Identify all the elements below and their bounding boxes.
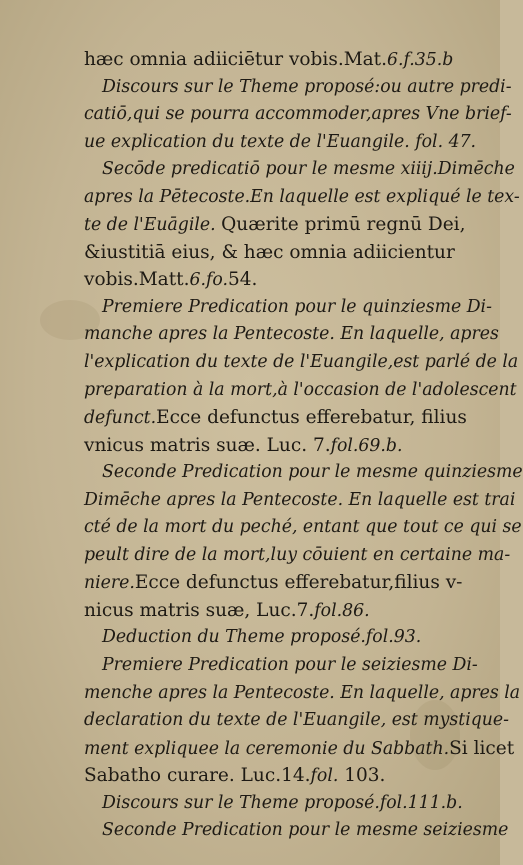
text-line [84,735,515,763]
text-line [84,101,512,129]
text-line [84,487,516,515]
text-line [84,542,511,570]
italic-text: peult dire de la mort,luy cōuient en certaine ma- [84,544,511,565]
text-line [84,514,522,542]
roman-text: vobis.Matt. [84,269,190,291]
text-line [84,46,480,74]
text-line [84,459,523,487]
text-line [84,321,499,349]
roman-text: Sabatho curare. Luc.14. [84,765,311,787]
italic-text: Seconde Predication pour le mesme quinziesme [102,462,523,483]
text-line [84,377,517,405]
italic-text: fol.86. [314,600,370,621]
text-line [84,680,521,708]
italic-text: defunct. [84,408,157,429]
text-line [84,790,480,818]
text-line [84,404,480,432]
text-line [84,762,480,790]
italic-text: Dimēche apres la Pentecoste. En laquelle est trai [84,489,516,510]
text-line [84,432,480,460]
italic-text: Seconde Predication pour le mesme seiziesme [102,820,509,841]
roman-text: Quærite primū regnū Dei, [221,214,466,236]
text-line [84,266,480,294]
italic-text: 6.f.35.b [386,50,454,70]
italic-text: fol.69.b. [330,435,403,456]
table-of-contents-text [84,46,523,845]
roman-text: vnicus matris suæ. Luc. 7. [84,434,331,456]
text-line [84,569,480,597]
roman-text: hæc omnia adiiciētur vobis.Mat. [84,49,387,70]
italic-text: catiō,qui se pourra accommoder,apres Vne brief- [84,104,512,125]
text-line [84,129,480,157]
text-line [84,652,480,680]
roman-text: Ecce defunctus efferebatur,filius v- [134,572,463,594]
text-line [84,74,512,102]
italic-text: Secōde predicatiō pour le mesme xiiij.Dimēche [102,159,515,180]
italic-text: manche apres la Pentecoste. En laquelle, apres [84,324,499,345]
text-line [84,817,509,845]
text-line [84,211,480,239]
text-line [84,184,520,212]
italic-text: niere. [84,573,135,594]
text-line [84,239,480,267]
italic-text: l'explication du texte de l'Euangile,est parlé de la [84,352,519,373]
roman-text: 54. [227,269,258,291]
italic-text: preparation à la mort,à l'occasion de l'adolescent [84,379,517,400]
roman-text: 103. [338,765,386,787]
italic-text: ue explication du texte de l'Euangile. fol. 47. [84,131,477,152]
italic-text: declaration du texte de l'Euangile, est mystique- [84,710,509,731]
text-line [84,597,480,625]
italic-text: Discours sur le Theme proposé.fol.111.b. [102,792,463,813]
text-line [84,294,492,322]
italic-text: Discours sur le Theme proposé:ou autre predi- [102,76,512,97]
italic-text: Premiere Predication pour le seiziesme Di- [102,655,478,676]
italic-text: Deduction du Theme proposé.fol.93. [102,627,422,648]
italic-text: Premiere Predication pour le quinziesme Di- [102,296,492,317]
text-line [84,156,515,184]
italic-text: fol. [310,766,339,787]
text-line [84,707,509,735]
roman-text: Ecce defunctus efferebatur, filius [156,407,467,429]
italic-text: apres la Pētecoste.En laquelle est expliqué le tex- [84,186,520,207]
roman-text: nicus matris suæ, Luc.7. [84,599,315,621]
text-line [84,349,519,377]
roman-text: &iustitiā eius, & hæc omnia adiicientur [84,241,455,263]
roman-text: Si licet [449,737,515,759]
italic-text: 6.fo. [189,270,228,291]
text-line [84,624,480,652]
italic-text: menche apres la Pentecoste. En laquelle, apres la [84,682,521,703]
italic-text: ment expliquee la ceremonie du Sabbath. [84,738,450,759]
italic-text: cté de la mort du peché, entant que tout ce qui se [84,517,522,538]
italic-text: te de l'Euāgile. [84,215,222,236]
